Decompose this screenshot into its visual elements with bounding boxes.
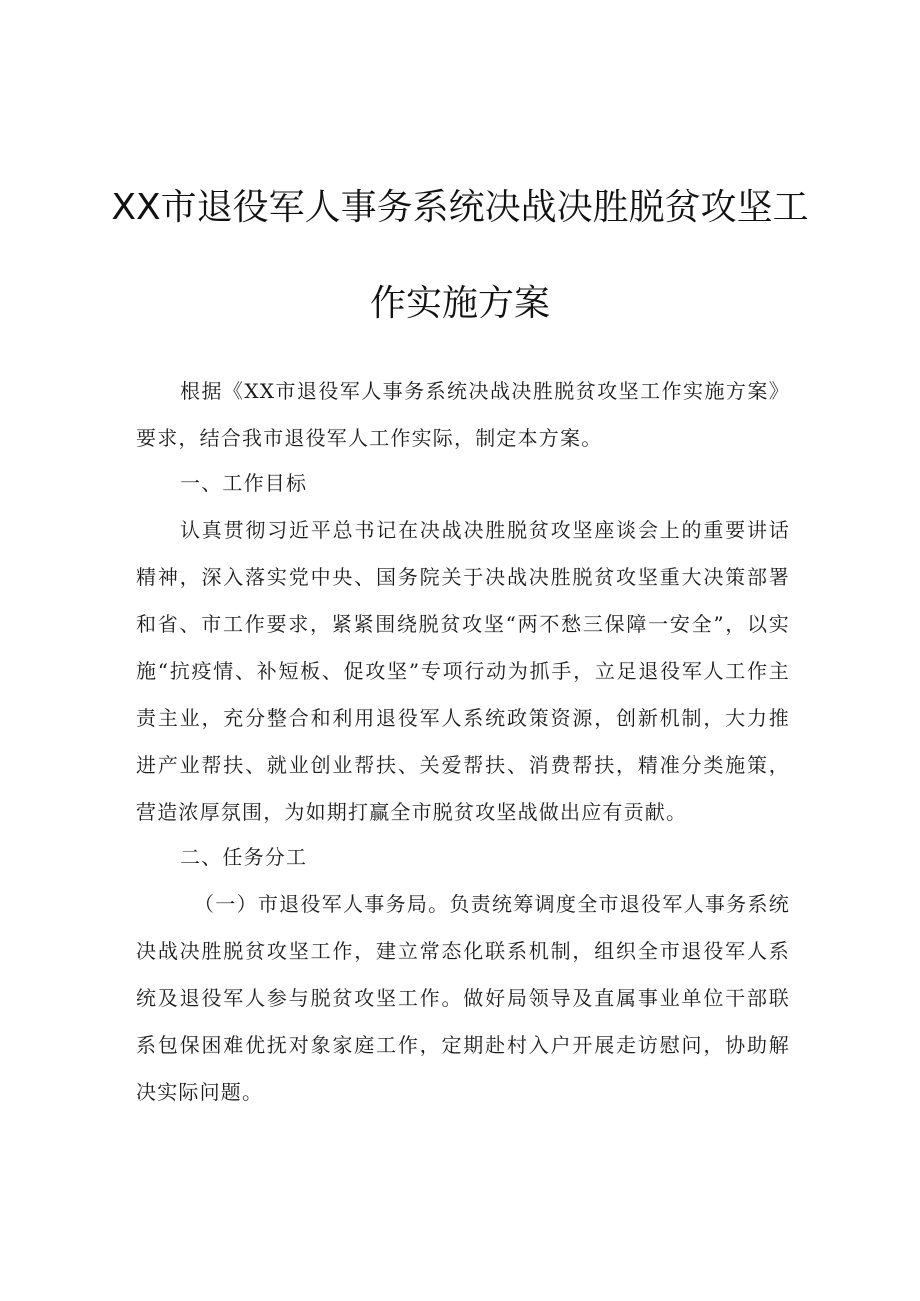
section-heading-goals: 一、工作目标 [180,471,308,495]
section-tasks-item-1: （一）市退役军人事务局。负责统筹调度全市退役军人事务系统决战决胜脱贫攻坚工作，建立常态化联系机制，组织全市退役军人系统及退役军人参与脱贫攻坚工作。做好局领导及直属事业单位干部联系包保困难优抚对象家庭工作，定期赴村入户开展走访慰问，协助解决实际问题。 [136,892,790,1104]
document-title-line-2: 作实施方案 [369,283,550,324]
section-goals-paragraph: 认真贯彻习近平总书记在决战决胜脱贫攻坚座谈会上的重要讲话精神，深入落实党中央、国务院关于决战决胜脱贫攻坚重大决策部署和省、市工作要求，紧紧围绕脱贫攻坚“两不愁三保障一安全”，以实施“抗疫情、补短板、促攻坚”专项行动为抓手，立足退役军人工作主责主业，充分整合和利用退役军人系统政策资源，创新机制，大力推进产业帮扶、就业创业帮扶、关爱帮扶、消费帮扶，精准分类施策，营造浓厚氛围，为如期打赢全市脱贫攻坚战做出应有贡献。 [136,518,790,824]
section-heading-tasks: 二、任务分工 [180,845,308,869]
intro-paragraph: 根据《XX市退役军人事务系统决战决胜脱贫攻坚工作实施方案》要求，结合我市退役军人工作实际，制定本方案。 [136,379,790,450]
document-title-line-1: XX市退役军人事务系统决战决胜脱贫攻坚工 [111,187,809,228]
